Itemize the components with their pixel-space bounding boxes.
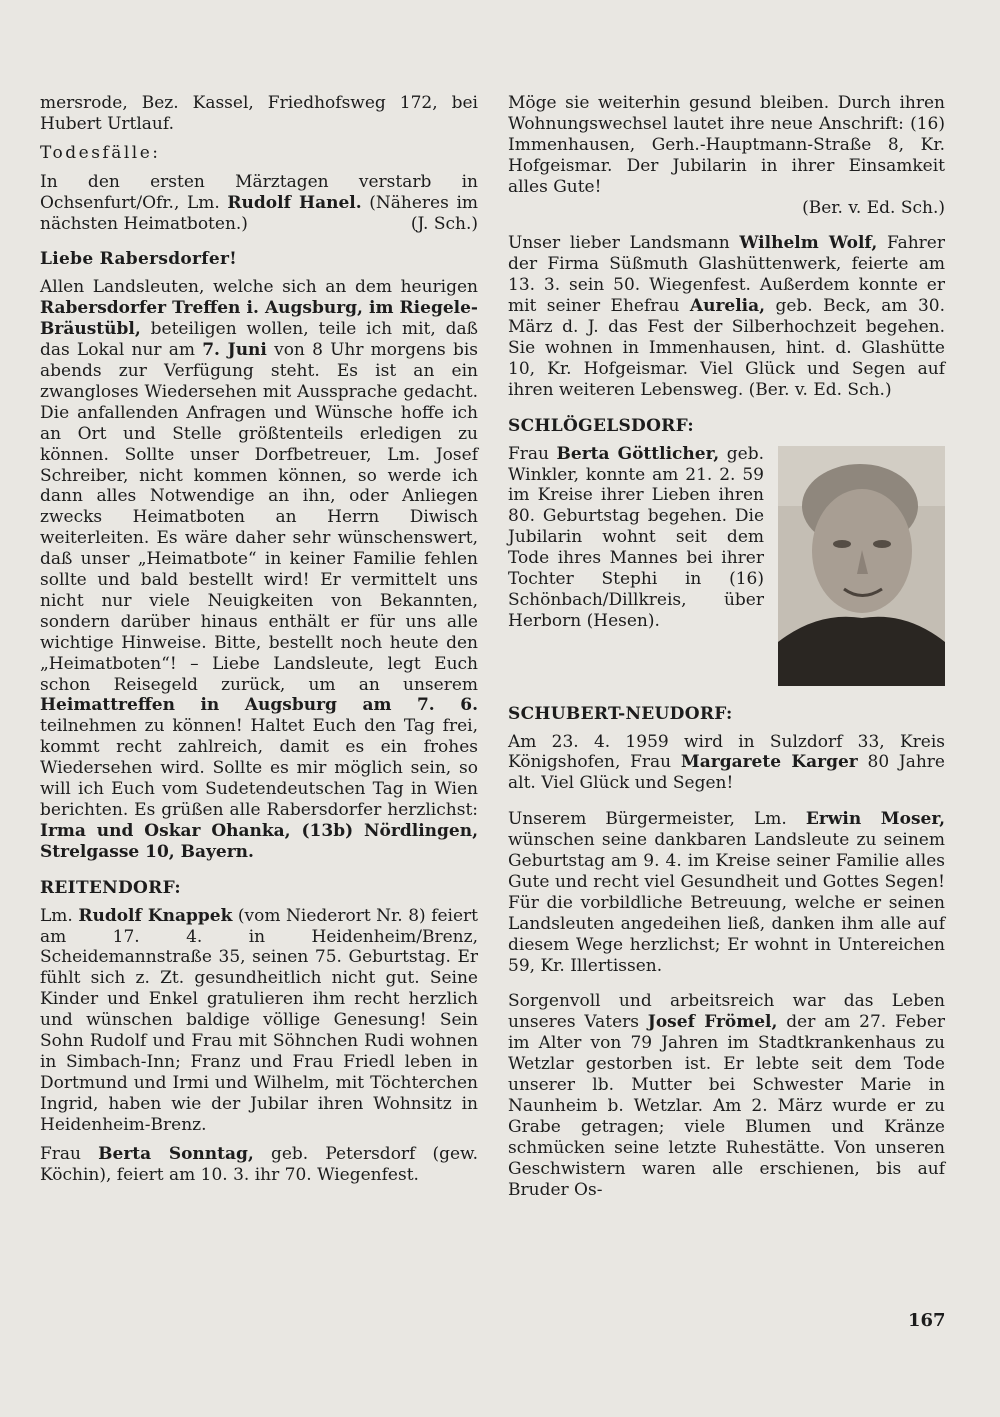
froemel-obituary: Sorgenvoll und arbeitsreich war das Leben unseres Vaters Josef Frömel, der am 27. Feber im Alter von 79 Jahren im Stadtkrankenhaus zu Wetzlar gestorben ist. Er lebte seit dem Tode unserer lb. Mutter bei Schwester Marie in Naunheim b. Wetzlar. Am 2. März wurde er zu Grabe getragen; viele Blumen und Kränze schmücken seine letzte Ruhestätte. Von unseren Geschwistern waren alle erschienen, bis auf Bruder Os- bbox=[508, 991, 946, 1200]
deaths-heading: Todesfälle: bbox=[40, 142, 161, 163]
continued-paragraph: Möge sie weiterhin gesund bleiben. Durch ihren Wohnungswechsel lautet ihre neue Anschrift: (16) Immenhausen, Gerh.-Hauptmann-Straße 8, Kr. Hofgeismar. Der Jubilarin in ihrer Einsamkeit alles Gute! (Ber. v. Ed. Sch.) bbox=[508, 93, 945, 218]
address-paragraph: mersrode, Bez. Kassel, Friedhofsweg 172, bei Hubert Urtlauf. bbox=[40, 93, 478, 134]
portrait-image bbox=[778, 446, 945, 686]
reitendorf-heading: REITENDORF: bbox=[40, 877, 181, 898]
rabersdorfer-heading: Liebe Rabersdorfer! bbox=[40, 249, 238, 270]
schloegelsdorf-heading: SCHLÖGELSDORF: bbox=[508, 415, 694, 436]
goettlicher-birthday: Frau Berta Göttlicher, geb. Winkler, konnte am 21. 2. 59 im Kreise ihrer Lieben ihren 80. Geburtstag begehen. Die Jubilarin wohnt seit dem Tode ihres Mannes bei ihrer Tochter Stephi in (16) Schönbach/Dillkreis, über Herborn (Hesen). bbox=[508, 443, 764, 631]
wolf-anniversary: Unser lieber Landsmann Wilhelm Wolf, Fahrer der Firma Süßmuth Glashüttenwerk, feierte am 13. 3. sein 50. Wiegenfest. Außerdem konnte er mit seiner Ehefrau Aurelia, geb. Beck, am 30. März d. J. das Fest der Silberhochzeit begehen. Sie wohnen in Immenhausen, hint. d. Glashütte 10, Kr. Hofgeismar. Viel Glück und Segen auf ihren weiteren Lebensweg. (Ber. v. Ed. Sch.) bbox=[508, 233, 945, 400]
author-signature: (J. Sch.) bbox=[410, 213, 478, 234]
rabersdorfer-letter: Allen Landsleuten, welche sich an dem heurigen Rabersdorfer Treffen i. Augsburg, im Riegele-Bräustübl, beteiligen wollen, teile ich mit, daß das Lokal nur am 7. Juni von 8 Uhr morgens bis abends zur Verfügung steht. Es ist an ein zwangloses Wiedersehen mit Aussprache gedacht. Die anfallenden Anfragen und Wünsche hoffe ich an Ort und Stelle größtenteils erledigen zu können. Sollte unser Dorfbetreuer, Lm. Josef Schreiber, nicht kommen können, so werde ich dann alles Notwendige an ihn, oder Anliegen zwecks Heimatboten an Herrn Diwisch weiterleiten. Es wäre daher sehr wünschenswert, daß unser „Heimatbote“ in keiner Familie fehlen sollte und bald bestellt wird! Er vermittelt uns nicht nur viele Neuigkeiten von Bekannten, sondern darüber hinaus enthält er für uns alle wichtige Hinweise. Bitte, bestellt noch heute den „Heimatboten“! – Liebe Landsleute, legt Euch schon Reisegeld zurück, um an unserem Heimattreffen in Augsburg am 7. 6. teilnehmen zu können! Haltet Euch den Tag frei, kommt recht zahlreich, damit es ein frohes Wiedersehen wird. Sollte es mir möglich sein, so will ich Euch vom Sudetendeutschen Tag in Wien berichten. Es grüßen alle Rabersdorfer herzlichst: Irma und Oskar Ohanka, (13b) Nördlingen, Strelgasse 10, Bayern. bbox=[40, 277, 479, 862]
schubert-neudorf-heading: SCHUBERT-NEUDORF: bbox=[508, 703, 733, 724]
right-column bbox=[508, 93, 945, 1216]
deceased-name: Rudolf Hanel. bbox=[227, 192, 362, 213]
knappek-birthday: Lm. Rudolf Knappek (vom Niederort Nr. 8) feiert am 17. 4. in Heidenheim/Brenz, Scheidemannstraße 35, seinen 75. Geburtstag. Er fühlt sich z. Zt. gesundheitlich nicht gut. Seine Kinder und Enkel gratulieren ihm recht herzlich und wünschen baldige völlige Genesung! Sein Sohn Rudolf und Frau mit Söhnchen Rudi wohnen in Simbach-Inn; Franz und Frau Friedl leben in Dortmund und Irmi und Wilhelm, mit Töchterchen Ingrid, haben wie der Jubilar ihren Wohnsitz in Heidenheim-Brenz. bbox=[40, 905, 479, 1135]
karger-birthday: Am 23. 4. 1959 wird in Sulzdorf 33, Kreis Königshofen, Frau Margarete Karger 80 Jahre alt. Viel Glück und Segen! bbox=[508, 731, 945, 794]
sonntag-birthday: Frau Berta Sonntag, geb. Petersdorf (gew. Köchin), feiert am 10. 3. ihr 70. Wiegenfest. bbox=[40, 1143, 478, 1185]
death-notice: In den ersten Märztagen verstarb in Ochsenfurt/Ofr., Lm. Rudolf Hanel. (Näheres im nächsten Heimatboten.) (J. Sch.) bbox=[40, 171, 478, 234]
author-signature: (Ber. v. Ed. Sch.) bbox=[802, 197, 945, 218]
portrait-photo bbox=[778, 446, 945, 686]
left-column bbox=[40, 93, 478, 1200]
page-number: 167 bbox=[908, 1310, 946, 1331]
letter-signatories: Irma und Oskar Ohanka, (13b) Nördlingen, Strelgasse 10, Bayern. bbox=[40, 820, 478, 862]
moser-birthday: Unserem Bürgermeister, Lm. Erwin Moser, wünschen seine dankbaren Landsleute zu seinem Geburtstag am 9. 4. im Kreise seiner Familie alles Gute und recht viel Gesundheit und Gottes Segen! Für die vorbildliche Betreuung, welche er seinen Landsleuten angedeihen ließ, danken ihm alle auf diesem Wege herzlichst; Er wohnt in Untereichen 59, Kr. Illertissen. bbox=[508, 809, 945, 976]
